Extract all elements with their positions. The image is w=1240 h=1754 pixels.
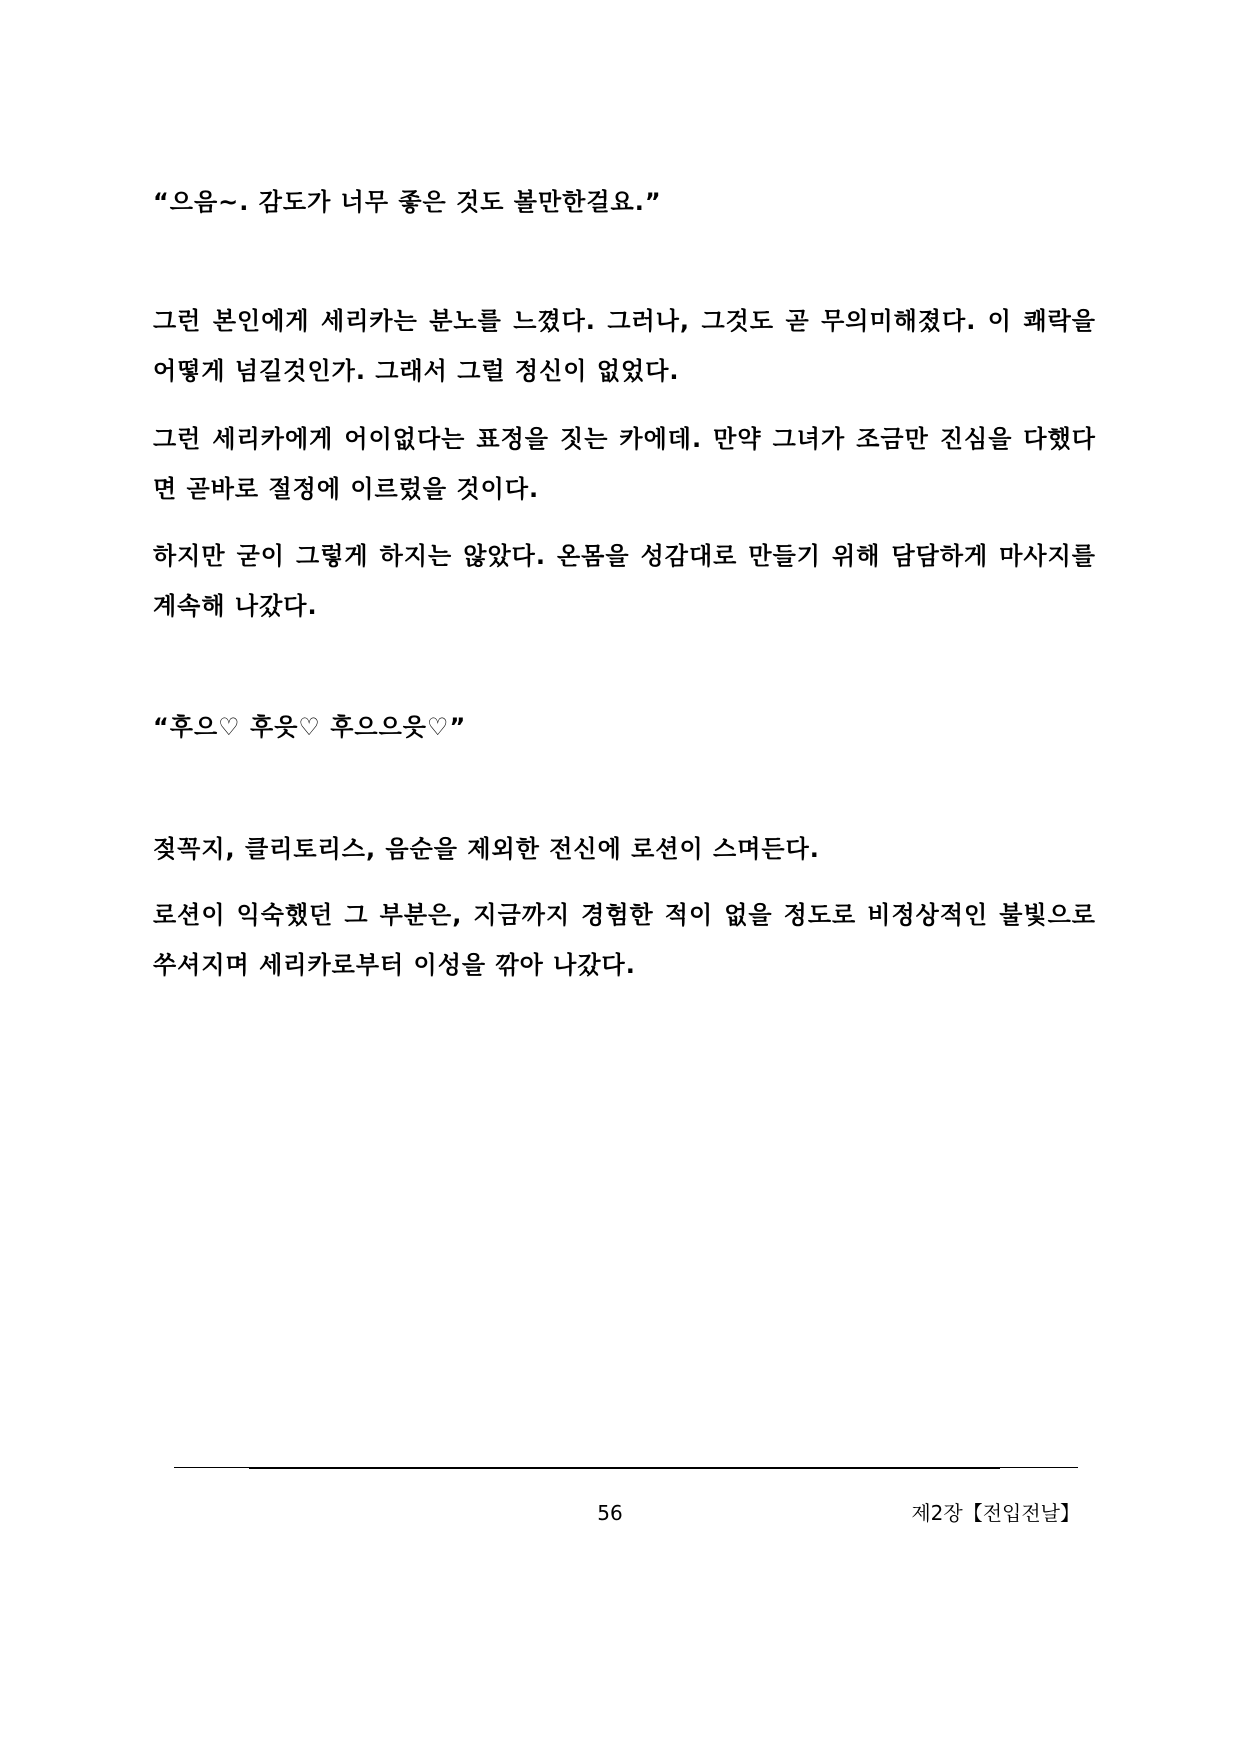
paragraph-7: 로션이 익숙했던 그 부분은, 지금까지 경험한 적이 없을 정도로 비정상적인 불빛으로 쑤셔지며 세리카로부터 이성을 깎아 나갔다.	[153, 901, 1096, 979]
paragraph-dialogue-1: “으음~. 감도가 너무 좋은 것도 볼만한걸요.”	[153, 188, 662, 216]
paragraph-3: 그런 세리카에게 어이없다는 표정을 짓는 카에데. 만약 그녀가 조금만 진심을 다했다면 곧바로 절정에 이르렀을 것이다.	[153, 425, 1096, 503]
page-number: 56	[597, 1501, 623, 1525]
paragraph-2: 그런 본인에게 세리카는 분노를 느꼈다. 그러나, 그것도 곧 무의미해졌다. 이 쾌락을 어떻게 넘길것인가. 그래서 그럴 정신이 없었다.	[153, 307, 1096, 385]
footer-divider-accent	[249, 1467, 1000, 1469]
chapter-title: 제2장【전입전날】	[911, 1501, 1080, 1525]
paragraph-6: 젖꼭지, 클리토리스, 음순을 제외한 전신에 로션이 스며든다.	[153, 835, 820, 863]
paragraph-dialogue-2: “후으♡ 후읏♡ 후으으읏♡”	[153, 713, 467, 741]
paragraph-4: 하지만 굳이 그렇게 하지는 않았다. 온몸을 성감대로 만들기 위해 담담하게 마사지를 계속해 나갔다.	[153, 542, 1096, 620]
